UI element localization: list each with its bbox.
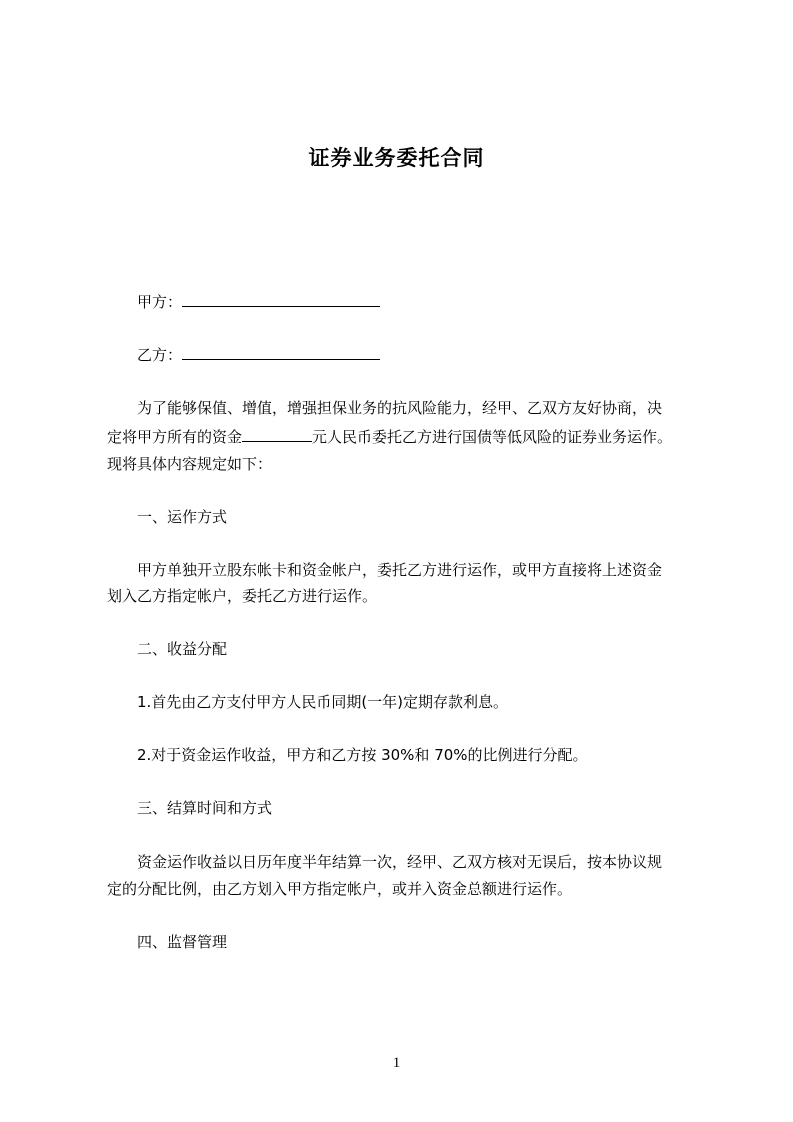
page-number: 1 bbox=[392, 1055, 401, 1071]
intro-line-2-part-1: 定将甲方所有的资金 bbox=[107, 428, 243, 446]
intro-line-2 bbox=[107, 427, 672, 447]
intro-line-2-part-2: 元人民币委托乙方进行国债等低风险的证券业务运作。 bbox=[312, 428, 673, 446]
section-1-heading: 一、运作方式 bbox=[137, 508, 228, 526]
party-b-label: 乙方： bbox=[137, 346, 183, 364]
party-a-line bbox=[137, 292, 380, 312]
amount-blank[interactable] bbox=[242, 427, 312, 442]
document-title: 证券业务委托合同 bbox=[308, 146, 485, 170]
section-4-heading: 四、监督管理 bbox=[137, 933, 228, 951]
section-2-item-1: 1.首先由乙方支付甲方人民币同期(一年)定期存款利息。 bbox=[137, 693, 509, 711]
section-3-line-2: 定的分配比例，由乙方划入甲方指定帐户，或并入资金总额进行运作。 bbox=[107, 880, 573, 898]
intro-line-3: 现将具体内容规定如下： bbox=[107, 455, 273, 473]
section-1-line-2: 划入乙方指定帐户，委托乙方进行运作。 bbox=[107, 587, 378, 605]
section-3-line-1: 资金运作收益以日历年度半年结算一次，经甲、乙双方核对无误后，按本协议规 bbox=[137, 853, 663, 871]
section-2-heading: 二、收益分配 bbox=[137, 640, 228, 658]
party-a-blank[interactable] bbox=[182, 292, 380, 307]
intro-line-1: 为了能够保值、增值，增强担保业务的抗风险能力，经甲、乙双方友好协商，决 bbox=[137, 399, 663, 417]
party-a-label: 甲方： bbox=[137, 293, 183, 311]
party-b-blank[interactable] bbox=[182, 345, 380, 360]
section-2-item-2: 2.对于资金运作收益，甲方和乙方按 30%和 70%的比例进行分配。 bbox=[137, 746, 588, 764]
party-b-line bbox=[137, 345, 380, 365]
section-1-line-1: 甲方单独开立股东帐卡和资金帐户，委托乙方进行运作，或甲方直接将上述资金 bbox=[137, 561, 663, 579]
section-3-heading: 三、结算时间和方式 bbox=[137, 799, 273, 817]
